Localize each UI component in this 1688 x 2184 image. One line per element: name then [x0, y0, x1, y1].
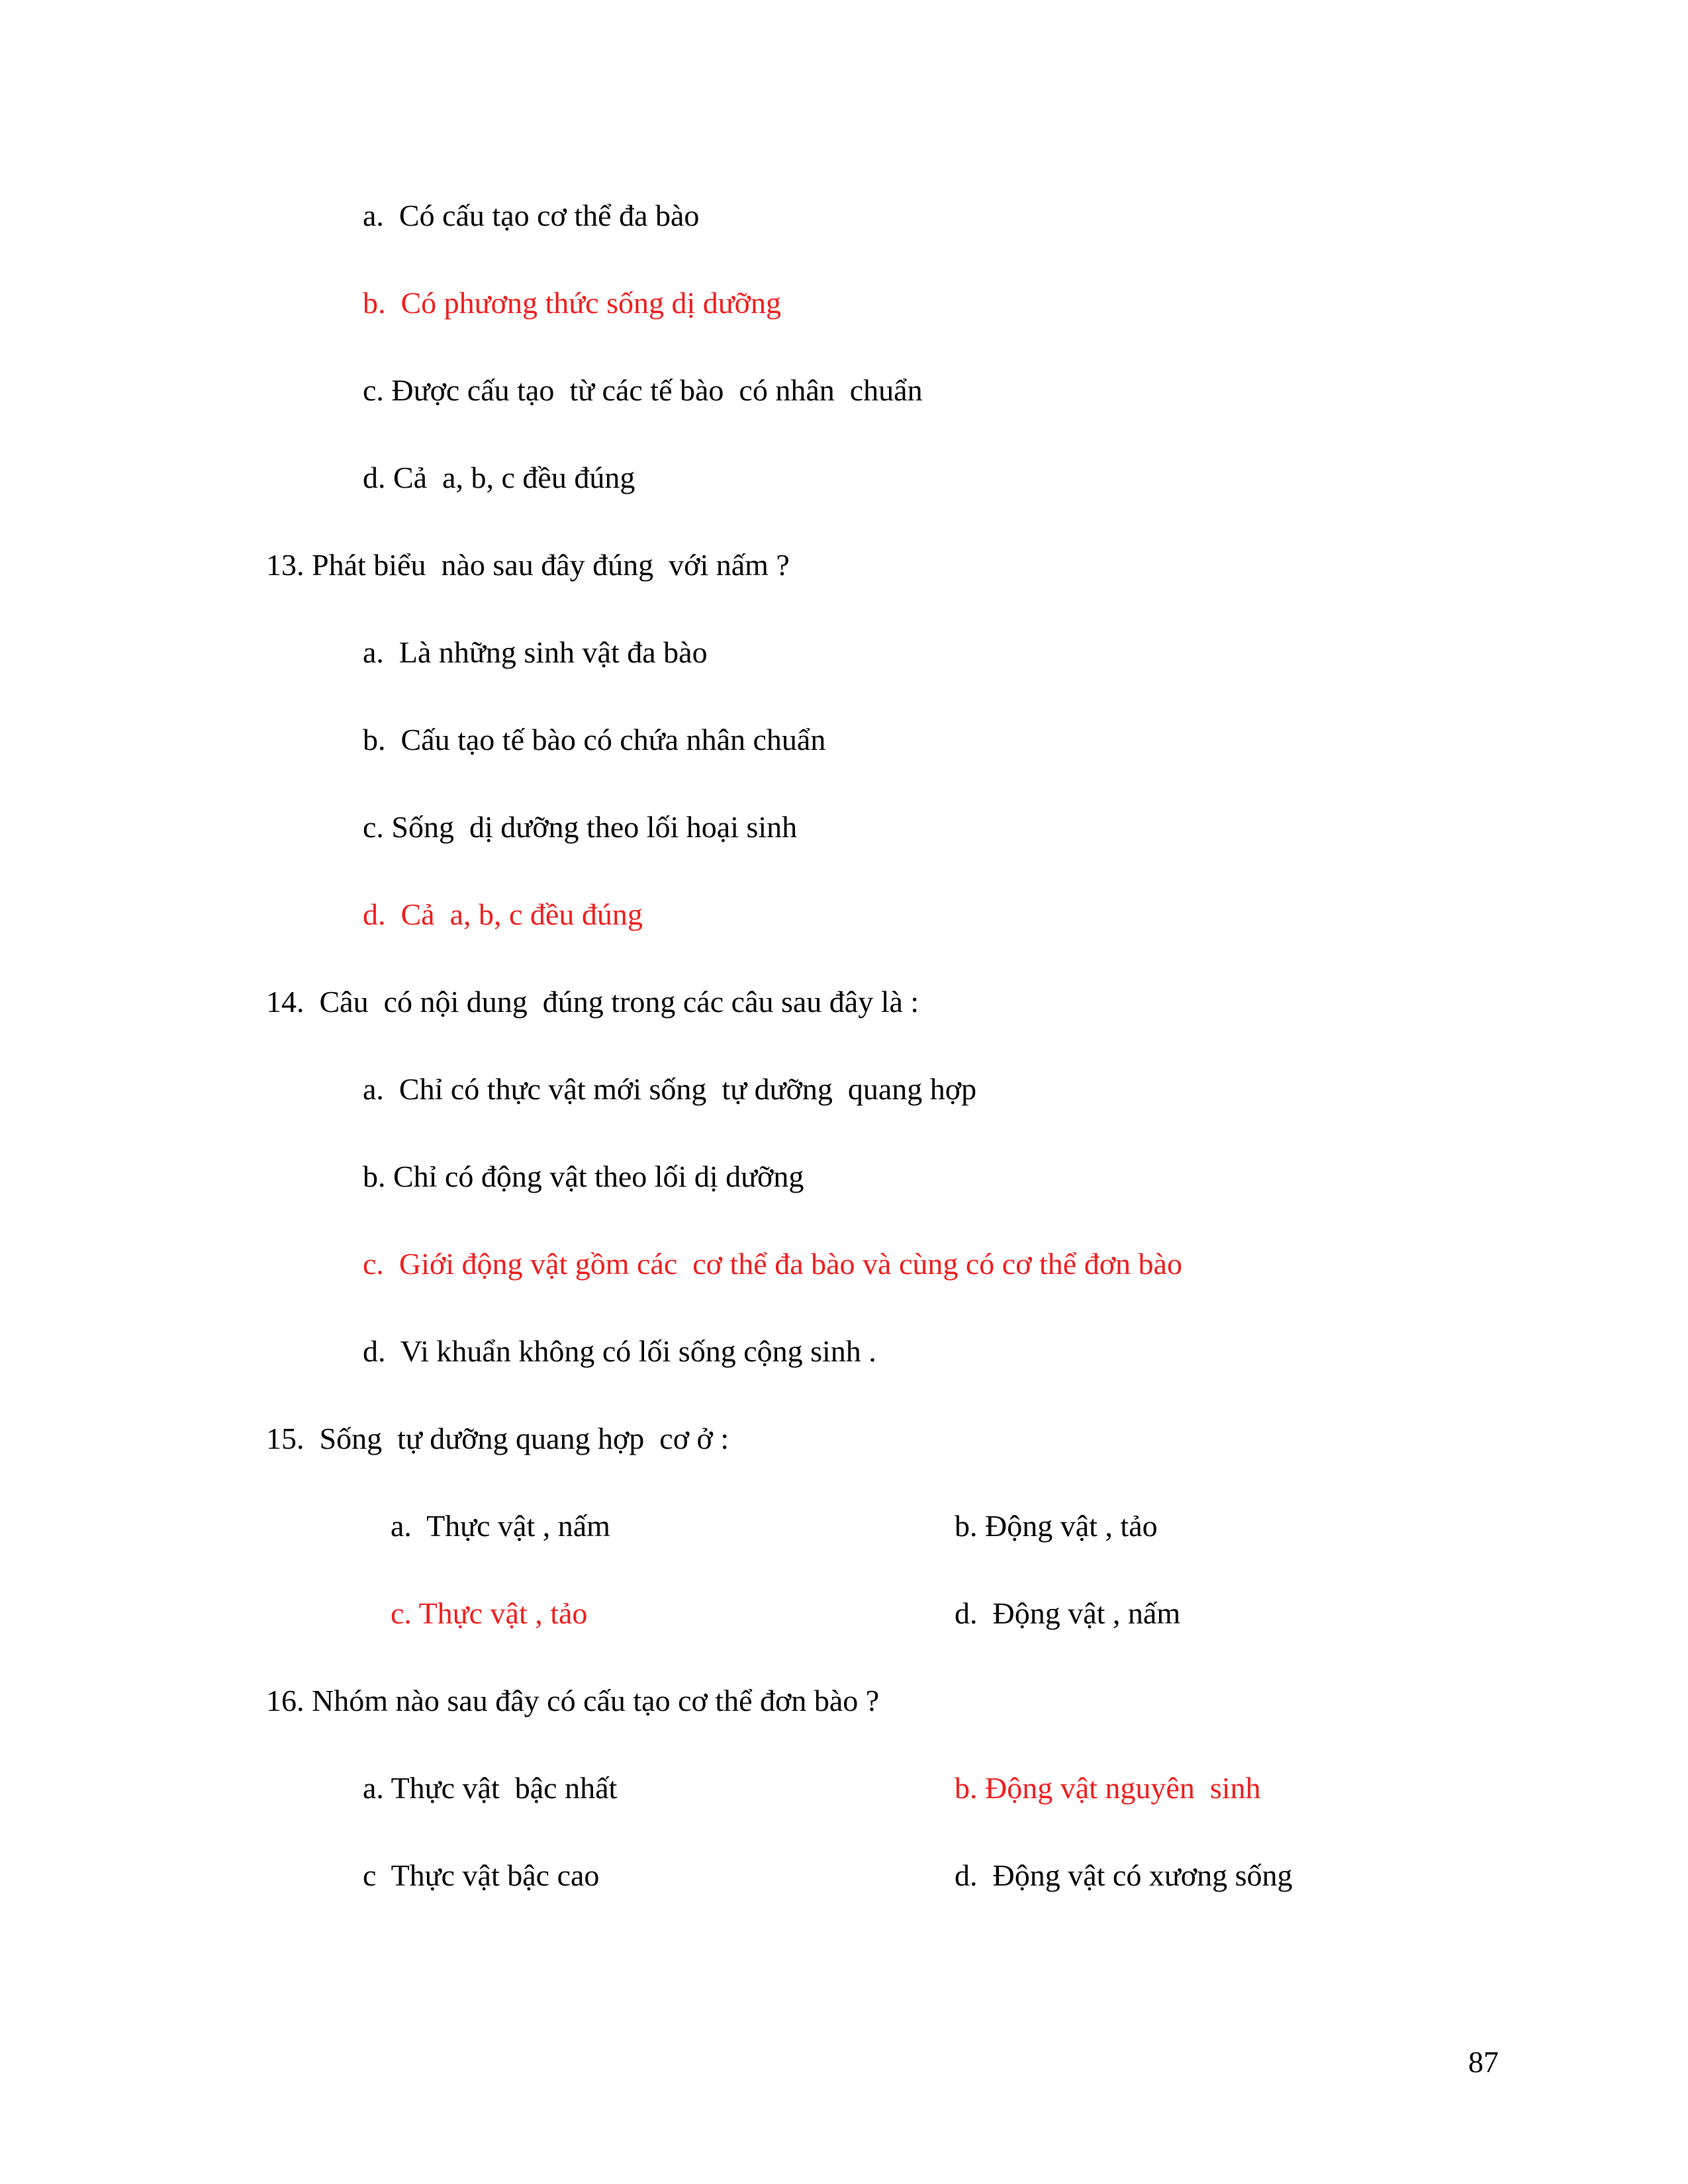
- q12-option-d: d. Cả a, b, c đều đúng: [363, 461, 635, 494]
- q13-option-b: b. Cấu tạo tế bào có chứa nhân chuẩn: [363, 723, 826, 756]
- q16-option-d: d. Động vật có xương sống: [955, 1858, 1293, 1892]
- question-13: 13. Phát biểu nào sau đây đúng với nấm ?: [266, 548, 790, 582]
- question-16: 16. Nhóm nào sau đây có cấu tạo cơ thể đơn bào ?: [266, 1684, 880, 1717]
- q12-option-b-correct: b. Có phương thức sống dị dưỡng: [363, 286, 782, 320]
- page-number: 87: [1468, 2045, 1499, 2079]
- q13-option-d-correct: d. Cả a, b, c đều đúng: [363, 897, 643, 931]
- q14-option-d: d. Vi khuẩn không có lối sống cộng sinh .: [363, 1334, 876, 1368]
- q13-option-a: a. Là những sinh vật đa bào: [363, 635, 708, 669]
- question-14: 14. Câu có nội dung đúng trong các câu sau đây là :: [266, 985, 919, 1019]
- q14-option-b: b. Chỉ có động vật theo lối dị dưỡng: [363, 1160, 804, 1193]
- q14-option-a: a. Chỉ có thực vật mới sống tự dưỡng quang hợp: [363, 1072, 977, 1106]
- q14-option-c-correct: c. Giới động vật gồm các cơ thể đa bào và cùng có cơ thể đơn bào: [363, 1247, 1182, 1281]
- q16-option-c: c Thực vật bậc cao: [363, 1858, 600, 1892]
- q15-option-b: b. Động vật , tảo: [955, 1509, 1158, 1543]
- q16-option-b-correct: b. Động vật nguyên sinh: [955, 1771, 1261, 1805]
- q15-option-d: d. Động vật , nấm: [955, 1596, 1181, 1630]
- q15-option-c-correct: c. Thực vật , tảo: [391, 1596, 588, 1630]
- q12-option-c: c. Được cấu tạo từ các tế bào có nhân chuẩn: [363, 373, 923, 407]
- q15-option-a: a. Thực vật , nấm: [391, 1509, 610, 1543]
- q12-option-a: a. Có cấu tạo cơ thể đa bào: [363, 199, 700, 232]
- q16-option-a: a. Thực vật bậc nhất: [363, 1771, 618, 1805]
- question-15: 15. Sống tự dưỡng quang hợp cơ ở :: [266, 1422, 729, 1455]
- q13-option-c: c. Sống dị dưỡng theo lối hoại sinh: [363, 810, 798, 844]
